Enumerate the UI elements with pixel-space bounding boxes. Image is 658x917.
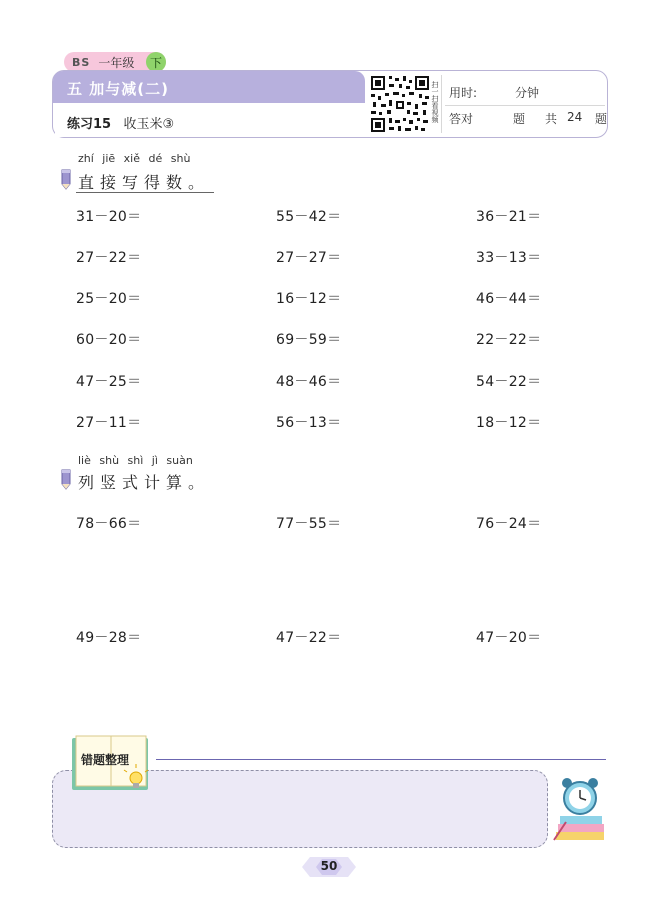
equation: 31－20＝ xyxy=(76,209,142,225)
volume-badge: 下 xyxy=(146,52,166,72)
section-title: 直接写得数。 xyxy=(78,173,211,192)
grade-tag xyxy=(64,52,166,72)
equation: 46－44＝ xyxy=(476,291,542,307)
total-count: 24 xyxy=(567,110,583,124)
grade-label: 一年级 xyxy=(98,55,135,70)
header-divider xyxy=(441,75,442,133)
equation: 69－59＝ xyxy=(276,332,342,348)
equation: 48－46＝ xyxy=(276,374,342,390)
section-pinyin: liè shù shì jì suàn xyxy=(78,454,193,467)
equation: 47－25＝ xyxy=(76,374,142,390)
time-unit: 分钟 xyxy=(515,86,540,100)
lesson-name: 收玉米③ xyxy=(123,117,175,132)
lesson-header-card xyxy=(52,70,608,138)
page-number: 50 xyxy=(320,859,338,873)
equation: 22－22＝ xyxy=(476,332,542,348)
pencil-icon xyxy=(58,168,76,190)
unit-title-bar xyxy=(53,71,365,103)
equation: 54－22＝ xyxy=(476,374,542,390)
equation: 60－20＝ xyxy=(76,332,142,348)
total-label: 共 xyxy=(545,112,558,126)
equation: 49－28＝ xyxy=(76,630,142,646)
section-title: 列竖式计算。 xyxy=(78,473,211,492)
section-vertical-calc xyxy=(58,452,258,497)
equation: 78－66＝ xyxy=(76,516,142,532)
equation: 16－12＝ xyxy=(276,291,342,307)
equation: 36－21＝ xyxy=(476,209,542,225)
equation: 25－20＝ xyxy=(76,291,142,307)
section-underline xyxy=(76,192,214,193)
section-direct-answer xyxy=(58,150,258,195)
lesson-bar xyxy=(55,103,363,137)
equation: 27－22＝ xyxy=(76,250,142,266)
equation: 56－13＝ xyxy=(276,415,342,431)
correct-label: 答对 xyxy=(449,112,474,126)
equation: 27－27＝ xyxy=(276,250,342,266)
error-section-line xyxy=(156,759,606,760)
total-unit: 题 xyxy=(595,112,608,126)
section-pinyin: zhí jiē xiě dé shù xyxy=(78,152,191,165)
header-row-divider xyxy=(445,105,605,106)
equation: 76－24＝ xyxy=(476,516,542,532)
qr-code-icon[interactable] xyxy=(369,74,431,134)
clock-books-icon xyxy=(552,776,608,842)
qr-caption: 扫一扫看视频 xyxy=(431,81,439,123)
equation: 33－13＝ xyxy=(476,250,542,266)
equation: 18－12＝ xyxy=(476,415,542,431)
equation: 55－42＝ xyxy=(276,209,342,225)
equation: 77－55＝ xyxy=(276,516,342,532)
equation: 47－20＝ xyxy=(476,630,542,646)
equation: 27－11＝ xyxy=(76,415,142,431)
unit-title: 五 加与减(二) xyxy=(67,80,169,98)
equation: 47－22＝ xyxy=(276,630,342,646)
lesson-title xyxy=(67,113,174,132)
lesson-number: 练习15 xyxy=(67,117,112,132)
error-section-label: 错题整理 xyxy=(81,753,130,767)
series-code: BS xyxy=(72,55,91,69)
question-unit: 题 xyxy=(513,112,526,126)
pencil-icon xyxy=(58,468,76,490)
time-label: 用时: xyxy=(449,86,478,100)
